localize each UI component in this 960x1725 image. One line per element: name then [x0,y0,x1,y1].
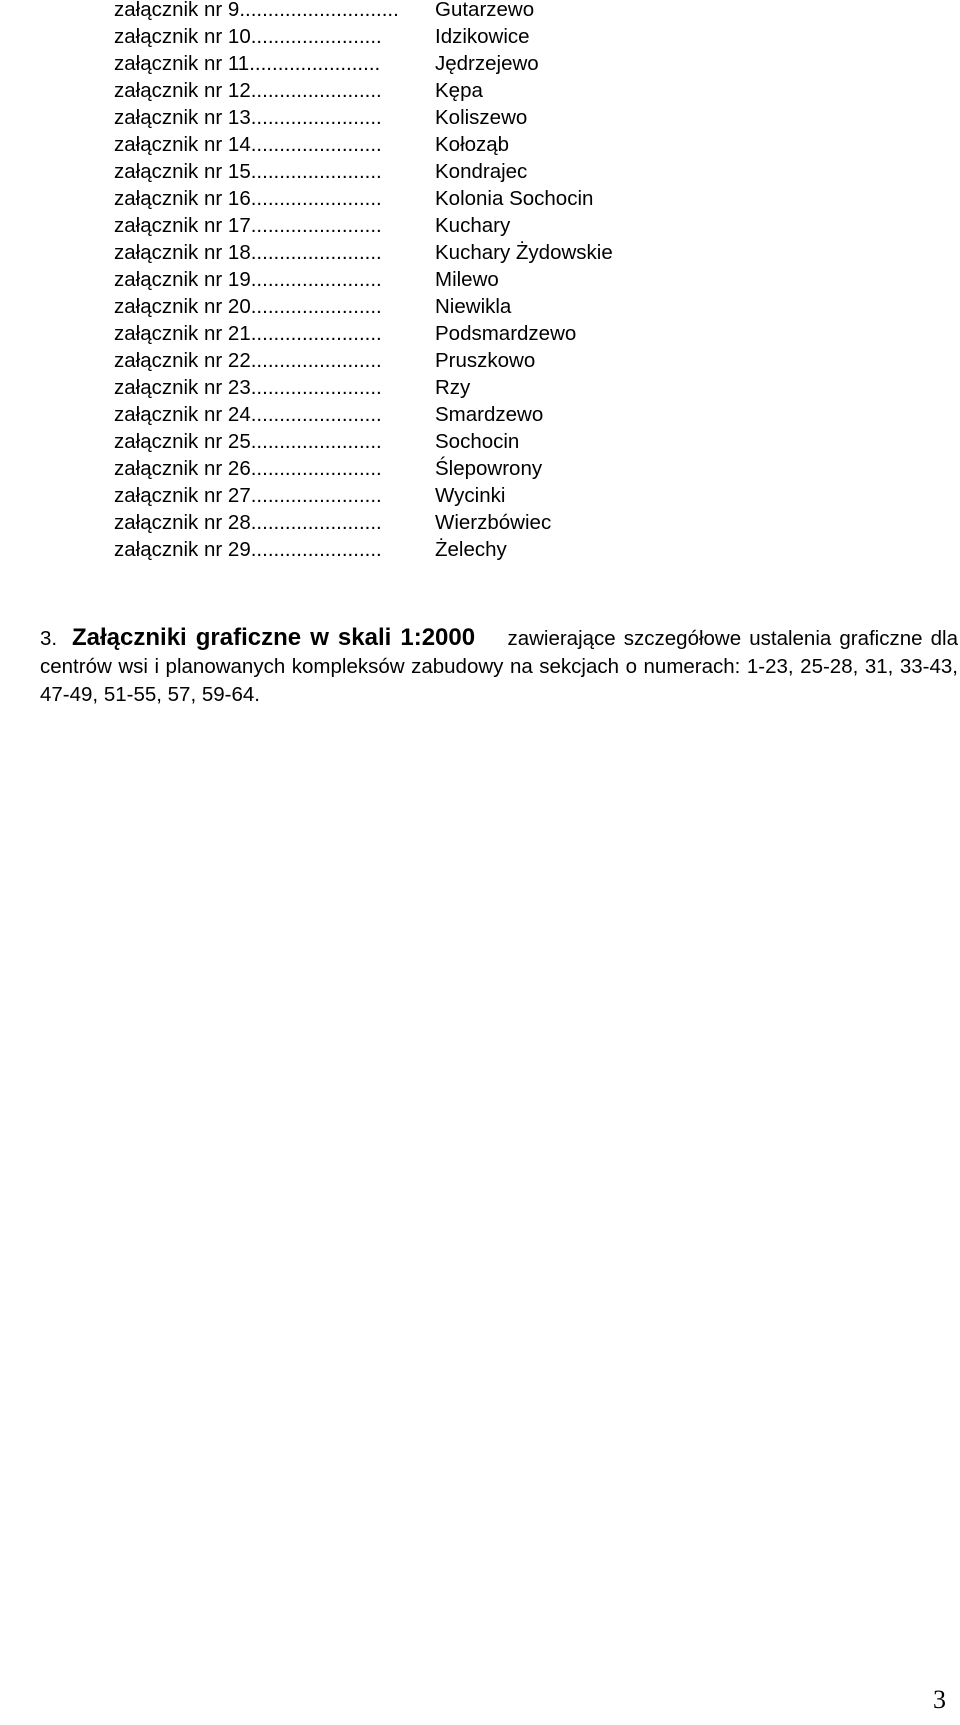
attachment-place: Ślepowrony [435,457,543,480]
attachment-item [114,536,613,563]
attachment-ref: załącznik nr 12....................... [114,79,382,102]
attachment-item [114,482,613,509]
attachment-item [114,50,613,77]
attachment-list [114,0,613,563]
attachment-place: Kolonia Sochocin [435,187,594,210]
attachment-item [114,185,613,212]
attachment-place: Koliszewo [435,106,528,129]
attachment-place: Kondrajec [435,160,528,183]
attachment-place: Jędrzejewo [435,52,539,75]
attachment-ref: załącznik nr 24....................... [114,403,382,426]
attachment-place: Sochocin [435,430,520,453]
attachment-ref: załącznik nr 28....................... [114,511,382,534]
attachment-ref: załącznik nr 19....................... [114,268,382,291]
attachment-item [114,23,613,50]
attachment-place: Kuchary [435,214,511,237]
attachment-place: Gutarzewo [435,0,535,21]
attachment-place: Kępa [435,79,483,102]
attachment-item [114,347,613,374]
attachment-place: Idzikowice [435,25,530,48]
attachment-ref: załącznik nr 15....................... [114,160,382,183]
attachment-ref: załącznik nr 29....................... [114,538,382,561]
attachment-place: Smardzewo [435,403,544,426]
attachment-ref: załącznik nr 14....................... [114,133,382,156]
attachment-place: Wierzbówiec [435,511,552,534]
attachment-item [114,212,613,239]
attachment-ref: załącznik nr 25....................... [114,430,382,453]
attachment-place: Rzy [435,376,471,399]
page-number: 3 [933,1685,946,1714]
attachment-place: Podsmardzewo [435,322,577,345]
attachment-place: Wycinki [435,484,506,507]
attachment-place: Milewo [435,268,499,291]
attachment-ref: załącznik nr 27....................... [114,484,382,507]
attachment-ref: załącznik nr 20....................... [114,295,382,318]
attachment-ref: załącznik nr 11....................... [114,52,381,75]
attachment-item [114,158,613,185]
attachment-place: Pruszkowo [435,349,536,372]
attachment-ref: załącznik nr 21....................... [114,322,382,345]
attachment-item [114,131,613,158]
attachment-item [114,428,613,455]
attachment-place: Kuchary Żydowskie [435,241,613,264]
attachment-ref: załącznik nr 18....................... [114,241,382,264]
attachment-ref: załącznik nr 26....................... [114,457,382,480]
attachment-place: Kołoząb [435,133,510,156]
attachment-ref: załącznik nr 10....................... [114,25,382,48]
attachment-ref: załącznik nr 16....................... [114,187,382,210]
attachment-ref: załącznik nr 22....................... [114,349,382,372]
graphic-attachments-section [40,624,958,709]
attachment-ref: załącznik nr 23....................... [114,376,382,399]
attachment-item [114,293,613,320]
attachment-ref: załącznik nr 17....................... [114,214,382,237]
attachment-item [114,401,613,428]
attachment-item [114,77,613,104]
attachment-item [114,0,613,23]
attachment-item [114,455,613,482]
section-number: 3. [40,627,58,650]
section-heading: Załączniki graficzne w skali 1:2000 [72,624,476,651]
attachment-item [114,509,613,536]
attachment-item [114,104,613,131]
attachment-ref: załącznik nr 13....................... [114,106,382,129]
attachment-item [114,266,613,293]
attachment-item [114,239,613,266]
attachment-place: Żelechy [435,538,507,561]
attachment-ref: załącznik nr 9............................ [114,0,399,21]
attachment-item [114,320,613,347]
attachment-item [114,374,613,401]
attachment-place: Niewikla [435,295,512,318]
section-text: zawierające szczegółowe ustalenia graficzne dla centrów wsi i planowanych kompleksów zabudowy na sekcjach o numerach: 1-23, 25-28, 31, 33-43, 47-49, 51-55, 57, 59-64. [40,627,958,706]
